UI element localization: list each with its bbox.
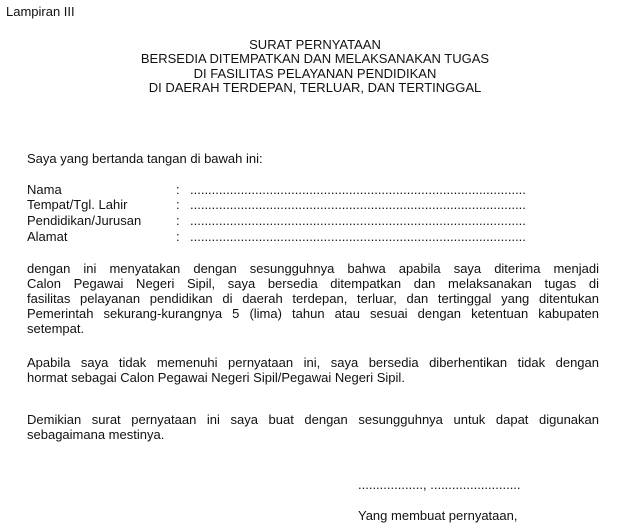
intro-text: Saya yang bertanda tangan di bawah ini: — [27, 151, 263, 166]
field-label-tempat-tgl-lahir: Tempat/Tgl. Lahir — [27, 197, 128, 212]
paragraph-line: Demikian surat pernyataan ini saya buat dengan sesungguhnya untuk dapat digunakan — [27, 412, 599, 427]
consequence-paragraph — [27, 355, 599, 385]
field-colon: : — [176, 229, 180, 244]
attachment-label: Lampiran III — [6, 4, 75, 19]
statement-paragraph — [27, 261, 599, 336]
field-label-nama: Nama — [27, 182, 62, 197]
field-label-alamat: Alamat — [27, 229, 68, 244]
signatory-label: Yang membuat pernyataan, — [358, 508, 518, 523]
title-line-2: BERSEDIA DITEMPATKAN DAN MELAKSANAKAN TUGAS — [140, 51, 490, 66]
field-blank-alamat: ............................................................................................. — [190, 229, 526, 244]
field-blank-tempat-tgl-lahir: ............................................................................................. — [190, 197, 526, 212]
title-line-3: DI FASILITAS PELAYANAN PENDIDIKAN — [193, 66, 437, 81]
field-blank-nama: ............................................................................................. — [190, 182, 526, 197]
paragraph-line: Apabila saya tidak memenuhi pernyataan ini, saya bersedia diberhentikan tidak dengan — [27, 355, 599, 370]
field-blank-pendidikan-jurusan: ............................................................................................. — [190, 213, 526, 228]
paragraph-line: Calon Pegawai Negeri Sipil, saya bersedia ditempatkan dan melaksanakan tugas di — [27, 276, 599, 291]
place-date-blank: .................., ......................... — [358, 477, 521, 492]
closing-paragraph — [27, 412, 599, 442]
paragraph-line: fasilitas pelayanan pendidikan di daerah terdepan, terluar, dan tertinggal yang ditentukan — [27, 291, 599, 306]
field-colon: : — [176, 182, 180, 197]
field-label-pendidikan-jurusan: Pendidikan/Jurusan — [27, 213, 142, 228]
paragraph-line: hormat sebagai Calon Pegawai Negeri Sipil/Pegawai Negeri Sipil. — [27, 370, 405, 385]
paragraph-line: sebagaimana mestinya. — [27, 427, 165, 442]
field-colon: : — [176, 213, 180, 228]
title-line-4: DI DAERAH TERDEPAN, TERLUAR, DAN TERTINGGAL — [148, 80, 482, 95]
paragraph-line: Pemerintah sekurang-kurangnya 5 (lima) tahun atau sesuai dengan ketentuan kabupaten — [27, 306, 599, 321]
field-colon: : — [176, 197, 180, 212]
paragraph-line: setempat. — [27, 321, 85, 336]
paragraph-line: dengan ini menyatakan dengan sesungguhnya bahwa apabila saya diterima menjadi — [27, 261, 599, 276]
title-line-1: SURAT PERNYATAAN — [249, 37, 381, 52]
